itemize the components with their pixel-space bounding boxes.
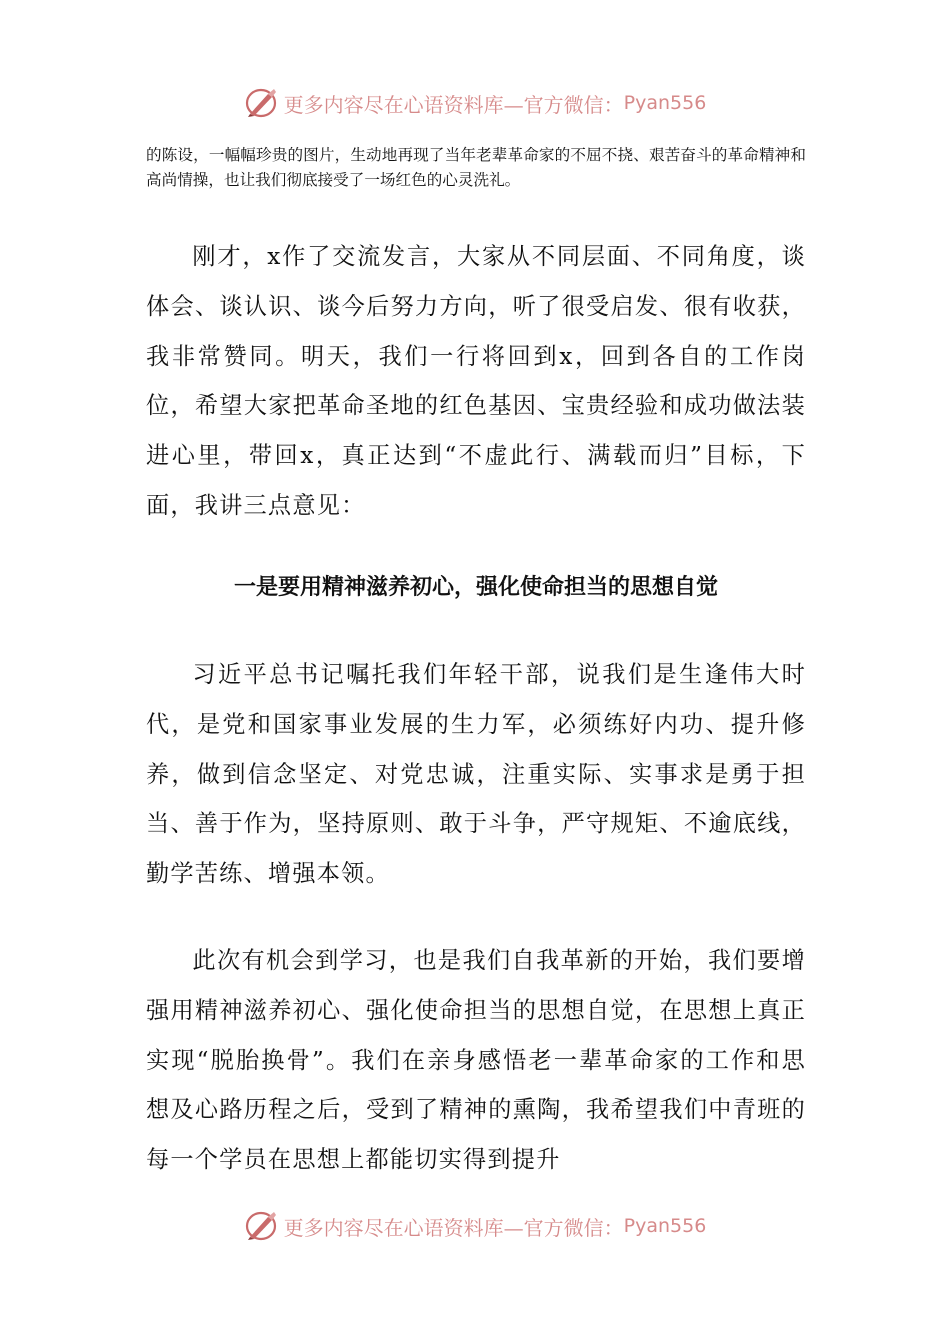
- intro-paragraph: 的陈设，一幅幅珍贵的图片，生动地再现了当年老辈革命家的不屈不挠、艰苦奋斗的革命精神和高尚情操，也让我们彻底接受了一场红色的心灵洗礼。: [146, 146, 806, 189]
- pen-logo-icon: [244, 1209, 280, 1243]
- footer-banner: [0, 1206, 950, 1246]
- banner-wechat-id: Pyan556: [623, 1215, 707, 1237]
- banner-text: 更多内容尽在心语资料库—官方微信：: [283, 92, 624, 117]
- body-paragraph-2: 习近平总书记嘱托我们年轻干部，说我们是生逢伟大时代，是党和国家事业发展的生力军，必须练好内功、提升修养，做到信念坚定、对党忠诚，注重实际、实事求是勇于担当、善于作为，坚持原则、敢于斗争，严守规矩、不逾底线，勤学苦练、增强本领。: [146, 661, 806, 888]
- body-paragraph-1: 刚才，x作了交流发言，大家从不同层面、不同角度，谈体会、谈认识、谈今后努力方向，听了很受启发、很有收获，我非常赞同。明天，我们一行将回到x，回到各自的工作岗位，希望大家把革命圣地的红色基因、宝贵经验和成功做法装进心里，带回x，真正达到“不虚此行、满载而归”目标，下面，我讲三点意见：: [146, 243, 806, 519]
- banner-text: 更多内容尽在心语资料库—官方微信：: [283, 1215, 624, 1240]
- banner-wechat-id: Pyan556: [623, 92, 707, 114]
- section-heading: 一是要用精神滋养初心，强化使命担当的思想自觉: [233, 575, 718, 600]
- header-banner: [0, 83, 950, 123]
- pen-logo-icon: [244, 86, 280, 120]
- body-paragraph-3: 此次有机会到学习，也是我们自我革新的开始，我们要增强用精神滋养初心、强化使命担当的思想自觉，在思想上真正实现“脱胎换骨”。我们在亲身感悟老一辈革命家的工作和思想及心路历程之后，受到了精神的熏陶，我希望我们中青班的每一个学员在思想上都能切实得到提升: [146, 947, 806, 1174]
